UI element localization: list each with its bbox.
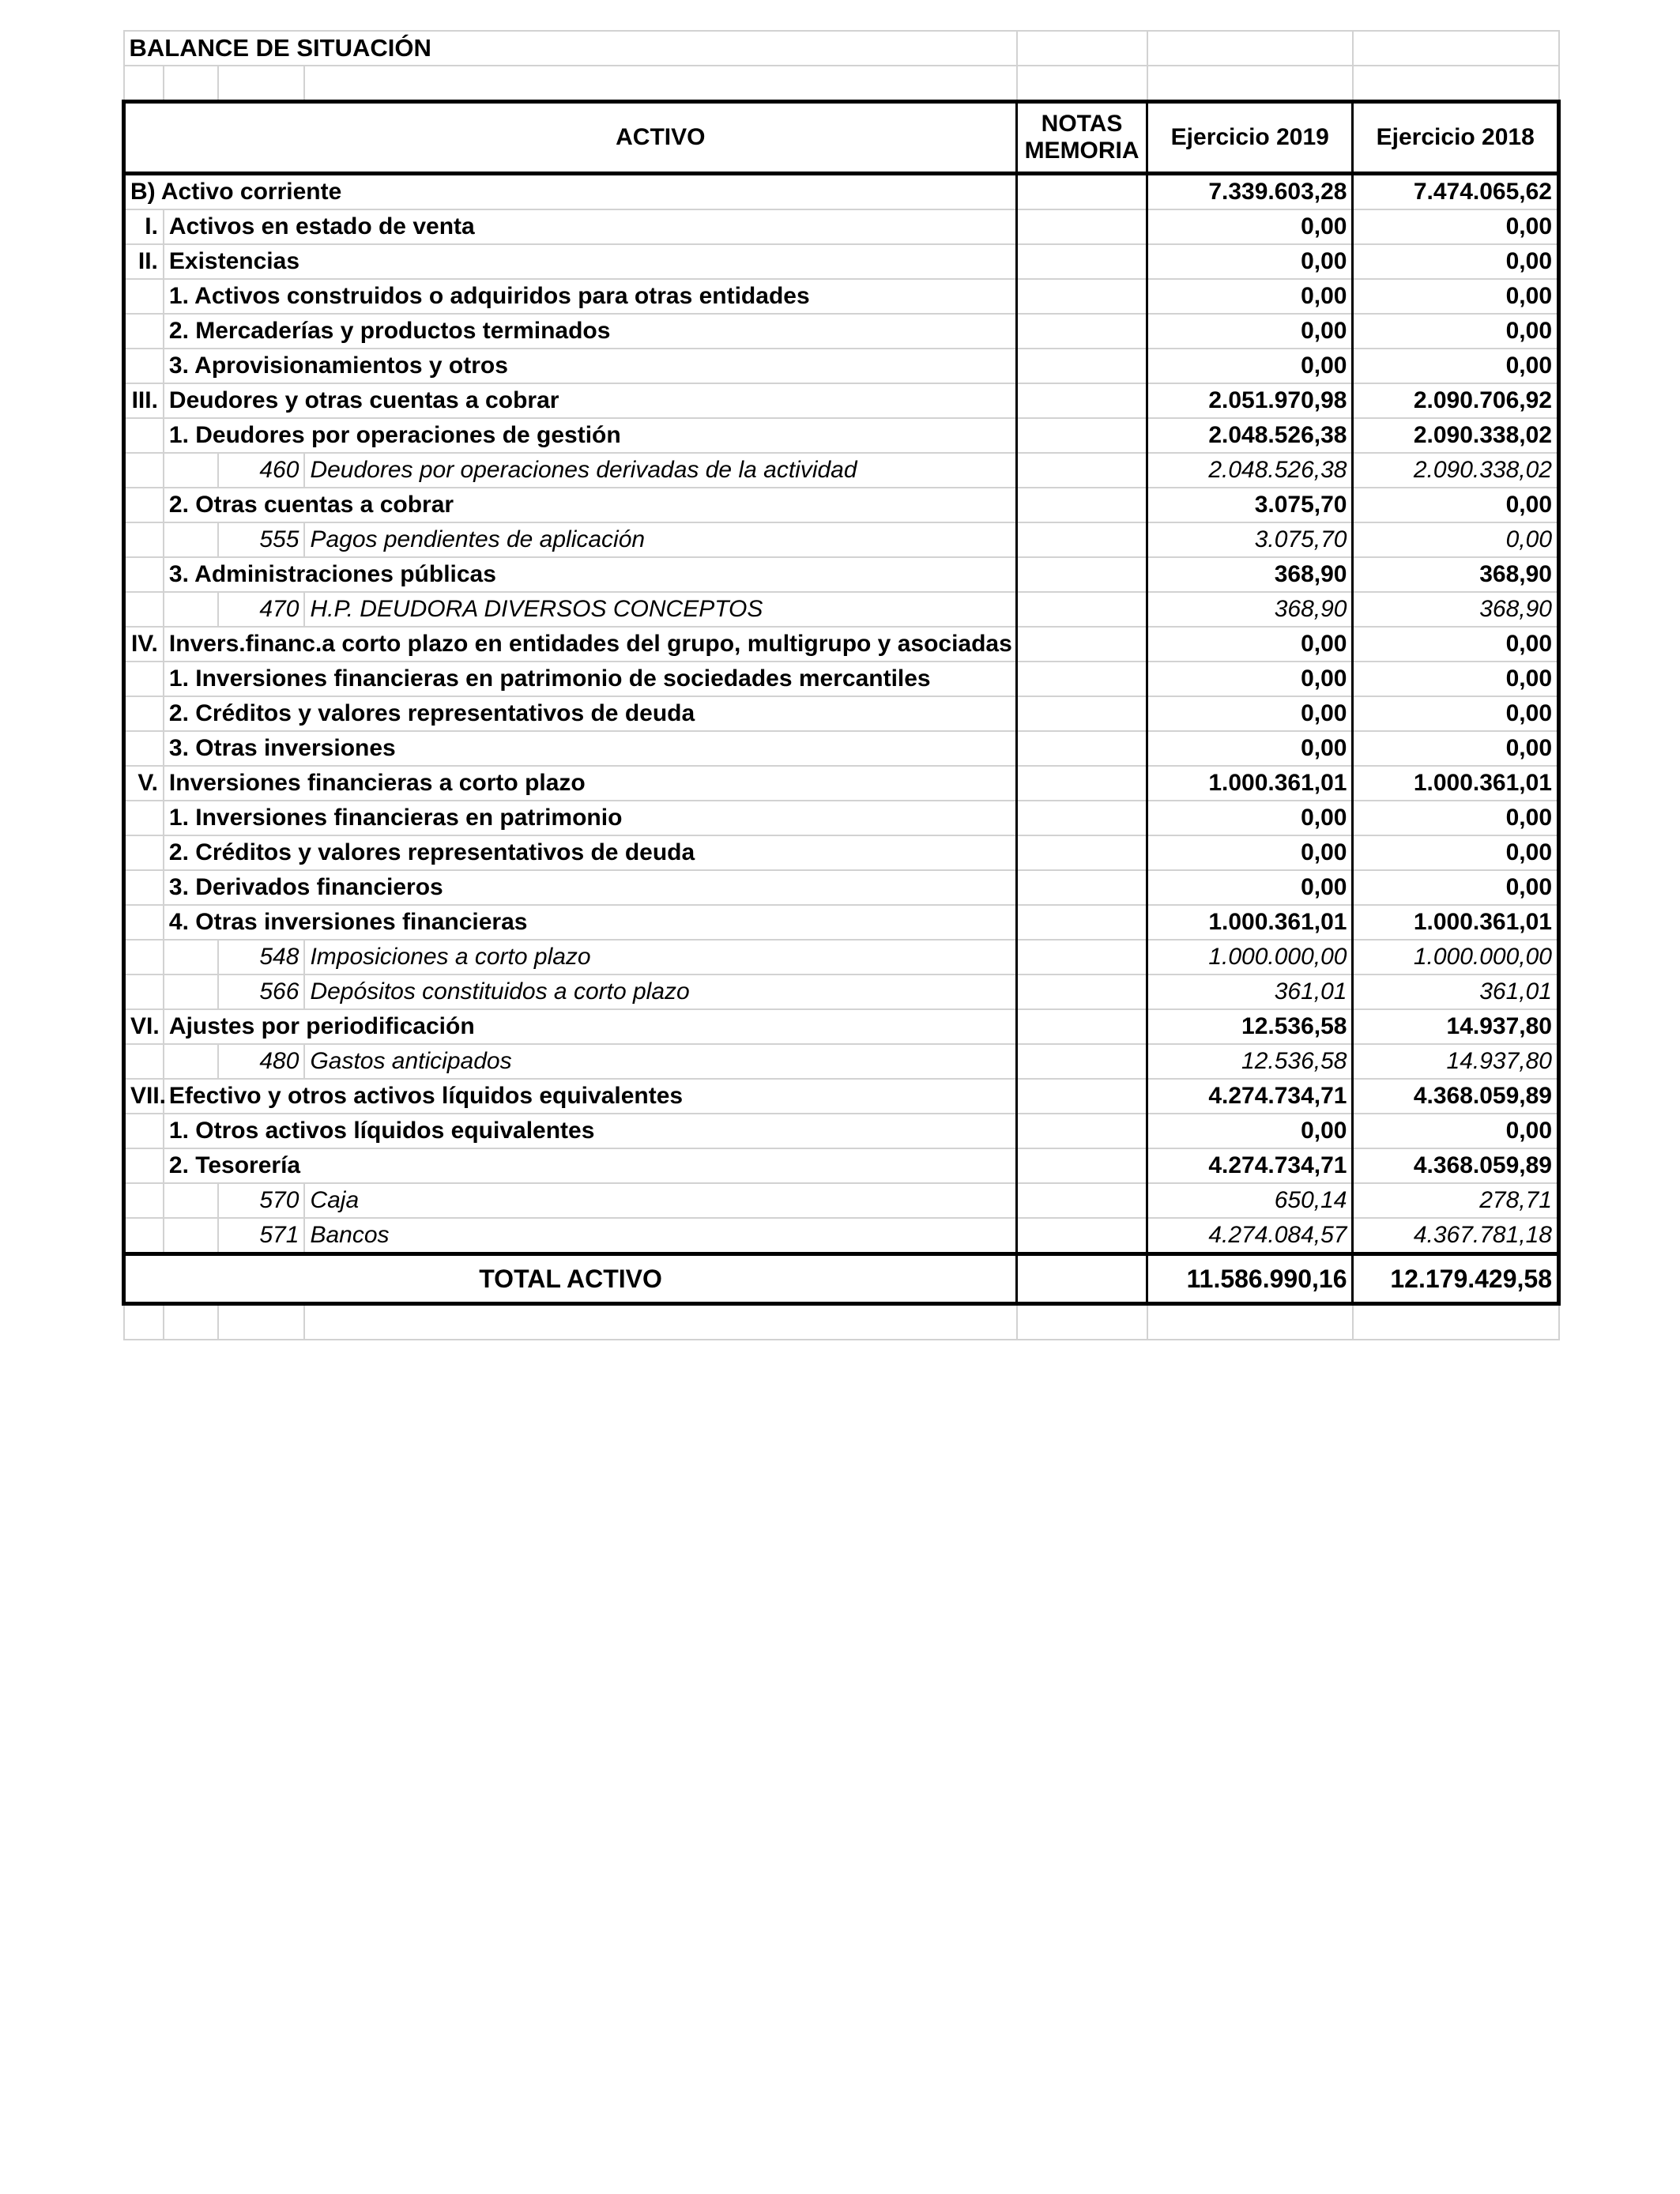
roman-numeral: IV. [124,627,164,662]
table-row [124,870,1559,905]
notas-cell [1017,801,1147,835]
total-row [124,1254,1559,1304]
value-2019: 4.274.734,71 [1147,1079,1353,1114]
value-2018: 0,00 [1353,488,1559,522]
value-2018: 0,00 [1353,244,1559,279]
notas-cell [1017,662,1147,696]
notas-cell [1017,1044,1147,1079]
roman-numeral: VI. [124,1009,164,1044]
row-label: 2. Mercaderías y productos terminados [164,314,1017,349]
table-row [124,279,1559,314]
row-label: Depósitos constituidos a corto plazo [304,974,1016,1009]
account-code: 555 [218,522,304,557]
row-label: Caja [304,1183,1016,1218]
notas-cell [1017,1009,1147,1044]
notas-cell [1017,870,1147,905]
row-label: 1. Inversiones financieras en patrimonio de sociedades mercantiles [164,662,1017,696]
table-row [124,1148,1559,1183]
table-row [124,905,1559,940]
value-2018: 0,00 [1353,349,1559,383]
row-label: Activos en estado de venta [164,209,1017,244]
value-2019: 0,00 [1147,314,1353,349]
value-2019: 4.274.084,57 [1147,1218,1353,1254]
notas-cell [1017,418,1147,453]
value-2019: 2.048.526,38 [1147,418,1353,453]
notas-cell [1017,557,1147,592]
table-row [124,696,1559,731]
balance-sheet [122,30,1561,1340]
row-label: Pagos pendientes de aplicación [304,522,1016,557]
value-2019: 12.536,58 [1147,1044,1353,1079]
value-2019: 1.000.361,01 [1147,905,1353,940]
value-2018: 7.474.065,62 [1353,174,1559,210]
table-row [124,1114,1559,1148]
value-2018: 1.000.361,01 [1353,766,1559,801]
row-label: 3. Aprovisionamientos y otros [164,349,1017,383]
value-2018: 0,00 [1353,627,1559,662]
row-label: Deudores y otras cuentas a cobrar [164,383,1017,418]
value-2018: 0,00 [1353,209,1559,244]
table-row [124,1009,1559,1044]
value-2018: 14.937,80 [1353,1009,1559,1044]
notas-cell [1017,244,1147,279]
notas-cell [1017,1254,1147,1304]
value-2019: 0,00 [1147,627,1353,662]
notas-cell [1017,209,1147,244]
value-2019: 0,00 [1147,244,1353,279]
value-2019: 0,00 [1147,870,1353,905]
row-label: Existencias [164,244,1017,279]
notas-cell [1017,766,1147,801]
value-2018: 0,00 [1353,279,1559,314]
notas-cell [1017,1148,1147,1183]
table-row [124,453,1559,488]
roman-numeral: III. [124,383,164,418]
value-2018: 361,01 [1353,974,1559,1009]
value-2019: 0,00 [1147,696,1353,731]
row-label: Deudores por operaciones derivadas de la actividad [304,453,1016,488]
value-2018: 278,71 [1353,1183,1559,1218]
row-label: 3. Otras inversiones [164,731,1017,766]
table-row [124,383,1559,418]
value-2019: 7.339.603,28 [1147,174,1353,210]
table-row [124,418,1559,453]
value-2019: 368,90 [1147,557,1353,592]
value-2019: 368,90 [1147,592,1353,627]
notas-cell [1017,1114,1147,1148]
value-2019: 361,01 [1147,974,1353,1009]
table-row [124,766,1559,801]
value-2018: 4.368.059,89 [1353,1079,1559,1114]
value-2018: 0,00 [1353,731,1559,766]
value-2018: 1.000.000,00 [1353,940,1559,974]
row-label: Bancos [304,1218,1016,1254]
row-label: 3. Administraciones públicas [164,557,1017,592]
table-row [124,174,1559,210]
table-row [124,835,1559,870]
value-2018: 2.090.338,02 [1353,453,1559,488]
spacer-row [124,66,1559,102]
value-2019: 650,14 [1147,1183,1353,1218]
row-label: B) Activo corriente [124,174,1017,210]
notas-label: NOTAS [1041,111,1123,137]
value-2018: 2.090.338,02 [1353,418,1559,453]
notas-cell [1017,279,1147,314]
notas-cell [1017,731,1147,766]
roman-numeral: I. [124,209,164,244]
value-2019: 1.000.361,01 [1147,766,1353,801]
notas-cell [1017,696,1147,731]
value-2018: 14.937,80 [1353,1044,1559,1079]
value-2019: 3.075,70 [1147,522,1353,557]
table-row [124,592,1559,627]
account-code: 470 [218,592,304,627]
value-2018: 368,90 [1353,592,1559,627]
balance-table [122,30,1561,1340]
account-code: 570 [218,1183,304,1218]
notas-cell [1017,522,1147,557]
notas-cell [1017,314,1147,349]
table-row [124,801,1559,835]
table-row [124,974,1559,1009]
account-code: 480 [218,1044,304,1079]
row-label: 4. Otras inversiones financieras [164,905,1017,940]
year-2018-header: Ejercicio 2018 [1353,102,1559,174]
roman-numeral: V. [124,766,164,801]
value-2019: 0,00 [1147,209,1353,244]
notas-cell [1017,1218,1147,1254]
account-code: 566 [218,974,304,1009]
table-row [124,209,1559,244]
value-2018: 0,00 [1353,1114,1559,1148]
notas-cell [1017,592,1147,627]
value-2019: 0,00 [1147,835,1353,870]
value-2018: 368,90 [1353,557,1559,592]
total-2019: 11.586.990,16 [1147,1254,1353,1304]
value-2019: 0,00 [1147,349,1353,383]
row-label: 1. Deudores por operaciones de gestión [164,418,1017,453]
value-2019: 0,00 [1147,662,1353,696]
value-2018: 4.367.781,18 [1353,1218,1559,1254]
notas-cell [1017,453,1147,488]
activo-header: ACTIVO [304,102,1016,174]
roman-numeral: II. [124,244,164,279]
notas-cell [1017,940,1147,974]
roman-numeral: VII. [124,1079,164,1114]
table-row [124,1218,1559,1254]
notas-cell [1017,905,1147,940]
notas-cell [1017,835,1147,870]
value-2018: 0,00 [1353,835,1559,870]
year-2019-header: Ejercicio 2019 [1147,102,1353,174]
value-2018: 0,00 [1353,870,1559,905]
value-2018: 2.090.706,92 [1353,383,1559,418]
row-label: H.P. DEUDORA DIVERSOS CONCEPTOS [304,592,1016,627]
table-row [124,314,1559,349]
row-label: Inversiones financieras a corto plazo [164,766,1017,801]
page-title: BALANCE DE SITUACIÓN [124,31,1017,66]
table-row [124,1183,1559,1218]
account-code: 548 [218,940,304,974]
notas-cell [1017,349,1147,383]
spacer-row [124,1304,1559,1340]
notas-cell [1017,174,1147,210]
row-label: Ajustes por periodificación [164,1009,1017,1044]
notas-cell [1017,1079,1147,1114]
value-2019: 0,00 [1147,801,1353,835]
value-2019: 12.536,58 [1147,1009,1353,1044]
table-row [124,522,1559,557]
title-row [124,31,1559,66]
value-2018: 4.368.059,89 [1353,1148,1559,1183]
row-label: Invers.financ.a corto plazo en entidades del grupo, multigrupo y asociadas [164,627,1017,662]
memoria-label: MEMORIA [1024,138,1139,164]
notas-cell [1017,383,1147,418]
table-row [124,940,1559,974]
value-2018: 0,00 [1353,696,1559,731]
table-row [124,488,1559,522]
total-2018: 12.179.429,58 [1353,1254,1559,1304]
table-row [124,1044,1559,1079]
row-label: 1. Otros activos líquidos equivalentes [164,1114,1017,1148]
row-label: 1. Activos construidos o adquiridos para otras entidades [164,279,1017,314]
table-row [124,557,1559,592]
row-label: 2. Tesorería [164,1148,1017,1183]
row-label: 3. Derivados financieros [164,870,1017,905]
table-row [124,662,1559,696]
notas-cell [1017,974,1147,1009]
account-code: 571 [218,1218,304,1254]
value-2019: 4.274.734,71 [1147,1148,1353,1183]
header-row [124,102,1559,174]
value-2019: 2.048.526,38 [1147,453,1353,488]
total-label: TOTAL ACTIVO [124,1254,1017,1304]
table-row [124,349,1559,383]
row-label: Efectivo y otros activos líquidos equivalentes [164,1079,1017,1114]
table-row [124,1079,1559,1114]
row-label: Imposiciones a corto plazo [304,940,1016,974]
value-2019: 0,00 [1147,1114,1353,1148]
value-2019: 1.000.000,00 [1147,940,1353,974]
notas-cell [1017,627,1147,662]
value-2018: 1.000.361,01 [1353,905,1559,940]
row-label: 2. Créditos y valores representativos de deuda [164,696,1017,731]
row-label: 2. Otras cuentas a cobrar [164,488,1017,522]
value-2019: 3.075,70 [1147,488,1353,522]
table-row [124,627,1559,662]
value-2018: 0,00 [1353,801,1559,835]
account-code: 460 [218,453,304,488]
table-row [124,731,1559,766]
value-2019: 0,00 [1147,279,1353,314]
value-2019: 2.051.970,98 [1147,383,1353,418]
value-2018: 0,00 [1353,522,1559,557]
row-label: 1. Inversiones financieras en patrimonio [164,801,1017,835]
notas-cell [1017,1183,1147,1218]
value-2018: 0,00 [1353,662,1559,696]
notas-memoria-header [1017,102,1147,174]
row-label: 2. Créditos y valores representativos de deuda [164,835,1017,870]
value-2018: 0,00 [1353,314,1559,349]
value-2019: 0,00 [1147,731,1353,766]
row-label: Gastos anticipados [304,1044,1016,1079]
notas-cell [1017,488,1147,522]
table-row [124,244,1559,279]
